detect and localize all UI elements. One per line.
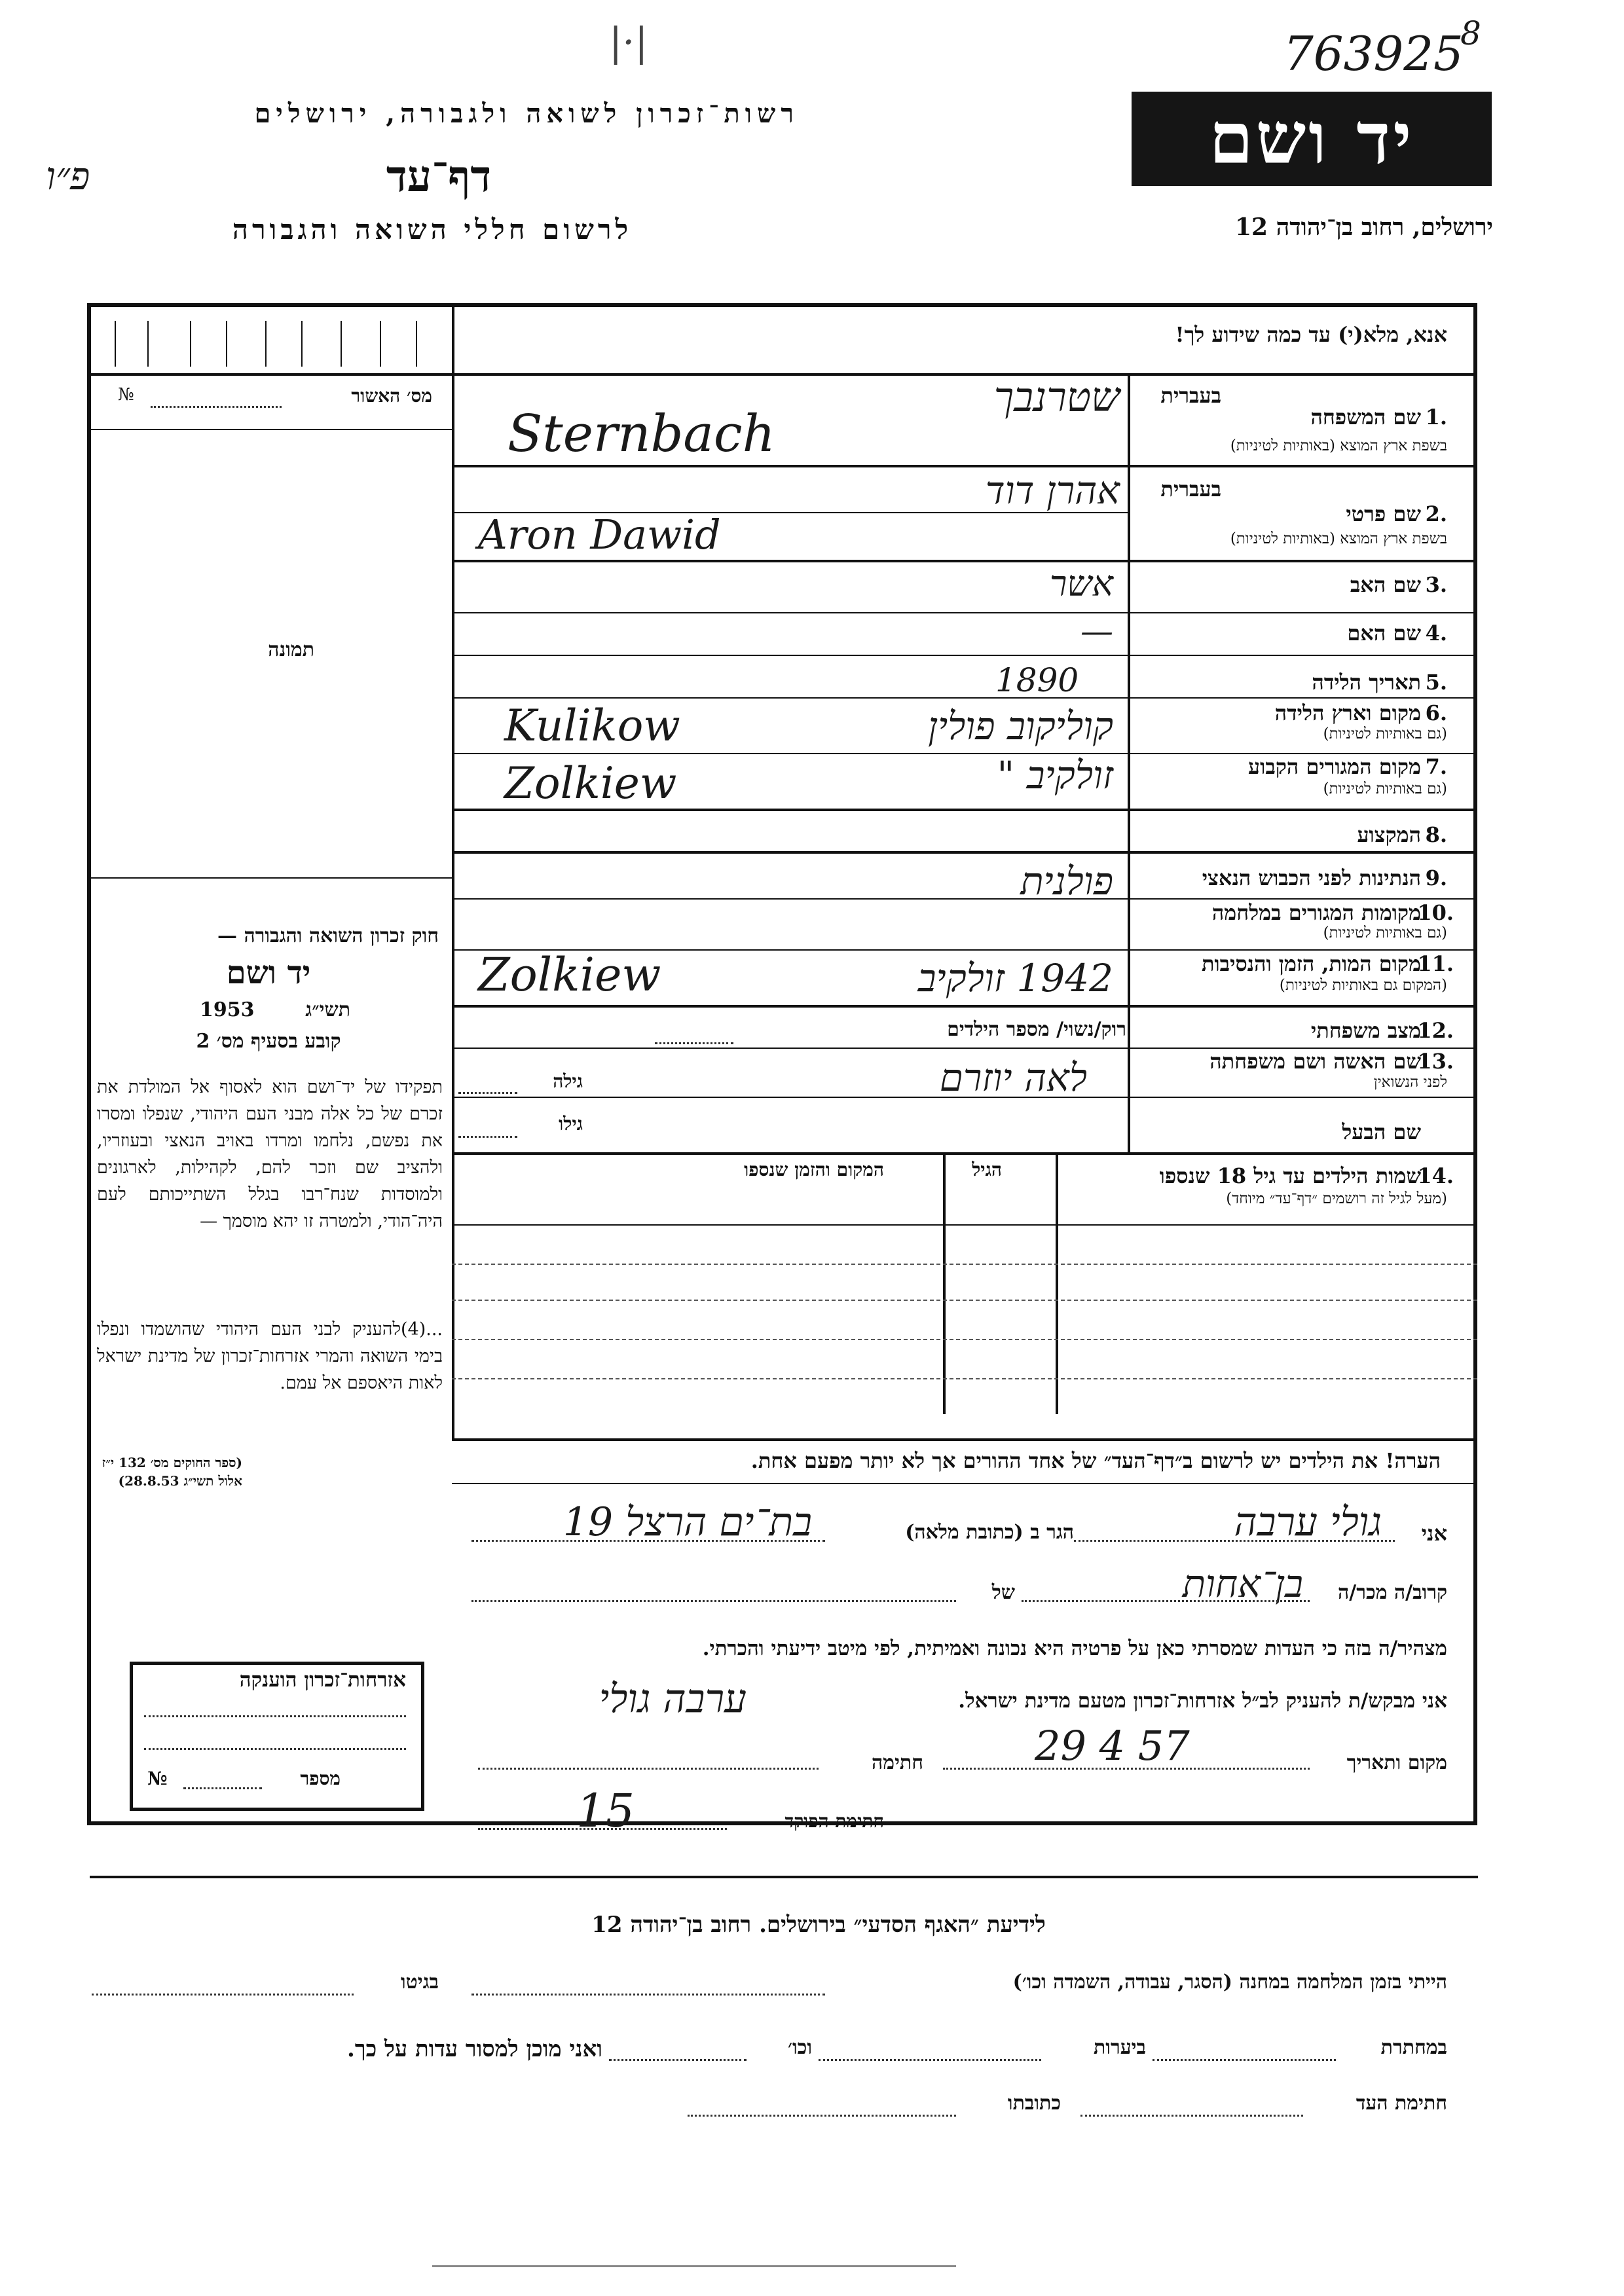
law-title: חוק זכרון השואה והגבורה — <box>217 924 439 947</box>
field-1-value-he: שטרנבך <box>993 373 1120 421</box>
field-11-value-latin: Zolkiew <box>478 948 661 1002</box>
field-2-value-latin: Aron Dawid <box>478 511 721 558</box>
declarant-name: גולי ערבה <box>1234 1499 1382 1545</box>
photo-label: תמונה <box>268 638 314 661</box>
field-7-value-latin: Zolkiew <box>504 758 677 809</box>
archive-suffix: 8 <box>1460 14 1481 52</box>
field-1-hebrew-tag: בעברית <box>1160 383 1221 408</box>
field-13-label: שם האשה ושם משפחתה <box>1209 1049 1421 1074</box>
bottom-etc: וכו׳ <box>788 2036 812 2059</box>
bottom-underground: במחתרת <box>1380 2036 1447 2059</box>
field-8-num: 8. <box>1425 822 1447 847</box>
relation-value: בן־אחות <box>1182 1561 1303 1606</box>
field-5-value: 1890 <box>995 661 1079 699</box>
field-2-hebrew-tag: בעברית <box>1160 477 1221 501</box>
stamp-no-sign: № <box>147 1768 168 1789</box>
bottom-ghetto: בגיטו <box>400 1971 439 1994</box>
field-11-label: מקום המות, הזמן והנסיבות <box>1201 951 1421 976</box>
law-body: תפקידו של יד־ושם הוא לאסוף אל המולדת את זכרם של כל אלה מבני העם היהודי, שנפלו ומסרו את נפשם, נלחמו ומרדו באויב הנאצי ובעוזריו, ולהציב שם וזכר להם, לקהילות, לארגונים ולמוסדות שנח־רבו בגלל השתייכותם לעם היה־הודי, ולמטרה זו יהא מוסמך — <box>97 1077 443 1231</box>
field-4-label: שם האם <box>1347 621 1421 646</box>
date-value: 29 4 57 <box>1035 1722 1190 1770</box>
field-4-num: 4. <box>1425 621 1447 646</box>
field-12-label: מצב משפחתי <box>1310 1018 1421 1043</box>
field-10-sub: (גם באותיות לטיניות) <box>1323 924 1447 941</box>
field-6-num: 6. <box>1425 701 1447 725</box>
field-11-sub: (המקום גם באותיות לטיניות) <box>1279 977 1447 994</box>
children-col-place: המקום והזמן שנספו <box>744 1159 884 1180</box>
bottom-testimony: ואני מוכן למסור עדות על כך. <box>347 2036 602 2062</box>
form-subtitle: לרשום חללי השואה והגבורה <box>232 213 633 246</box>
field-1-num: 1. <box>1425 405 1447 429</box>
field-1-label: שם המשפחה <box>1310 405 1421 429</box>
field-2-sub: בשפת ארץ המוצא (באותיות לטיניות) <box>1230 530 1447 547</box>
relation-of: של <box>991 1581 1015 1604</box>
law-year: 1953 <box>200 998 255 1021</box>
field-2-value-he: אהרן דוד <box>985 468 1120 513</box>
top-mark: |·| <box>609 20 648 65</box>
signature-text: ערבה גולי <box>599 1676 747 1722</box>
field-2-num: 2. <box>1425 501 1447 526</box>
stamp-title: אזרחות־זכרון הוענקה <box>239 1668 406 1692</box>
law-body-2: ...(4)להעניק לבני העם היהודי שהושמדו ונפלו בימי השואה והמרי אזרחות־זכרון של מדינת ישראל לאות היאספם אל עמם. <box>97 1319 443 1393</box>
statement: מצהיר/ה בזה כי העדות שמסרתי כאן על פרטיה היא נכונה ואמיתית, לפי מיטב ידיעתי והכרתי. <box>702 1637 1447 1660</box>
field-13-value: לאה יוזרם <box>939 1055 1087 1100</box>
field-7-num: 7. <box>1425 754 1447 779</box>
field-6-value-latin: Kulikow <box>504 701 680 751</box>
field-13-num: 13. <box>1417 1049 1454 1074</box>
institution-name: רשות־זכרון לשואה ולגבורה, ירושלים <box>254 98 799 129</box>
field-11-value-he: 1942 זולקיב <box>917 956 1113 1000</box>
field-2-label: שם פרטי <box>1346 501 1421 526</box>
field-1-value-latin: Sternbach <box>507 405 775 464</box>
law-name: יד ושם <box>226 955 311 991</box>
children-label: שמות הילדים עד גיל 18 שנספו <box>1159 1163 1421 1188</box>
field-3-value: אשר <box>1049 563 1113 604</box>
field-5-label: תאריך הלידה <box>1312 670 1421 695</box>
bottom-header: לידיעת ״האגף הסדעי״ בירושלים. רחוב בן־יהודה 12 <box>591 1912 1046 1938</box>
children-sub: (מעל לגיל זה רושמים ״דף־עד״ מיוחד) <box>1226 1190 1447 1207</box>
declarant-ani: אני <box>1421 1521 1447 1546</box>
bottom-address: כתובתו <box>1007 2092 1061 2115</box>
declarant-resides-label: הגר ב (כתובת מלאה) <box>905 1521 1074 1544</box>
intro-text: אנא, מלא(י) עד כמה שידוע לך! <box>1175 322 1447 347</box>
children-num: 14. <box>1417 1163 1454 1188</box>
approval-no-sign: № <box>118 385 134 405</box>
yad-vashem-logo: יד ושם <box>1132 92 1492 186</box>
field-12-marital: רוק/נשוי/ מספר הילדים <box>947 1018 1126 1041</box>
field-3-label: שם האב <box>1350 572 1421 597</box>
field-9-num: 9. <box>1425 866 1447 890</box>
officer-label: חתימת הפוקד <box>784 1810 884 1832</box>
officer-value: 15 <box>576 1784 635 1838</box>
bottom-forests: ביערות <box>1093 2036 1146 2059</box>
field-9-value: פולנית <box>1020 859 1113 903</box>
husband-age-label: גילו <box>559 1113 583 1135</box>
approval-number-line <box>151 406 282 408</box>
place-date-label: מקום ותאריך <box>1346 1751 1447 1774</box>
field-7-label: מקום המגורים הקבוע <box>1248 754 1421 779</box>
form-title: דף־עד <box>386 151 492 202</box>
field-4-value: — <box>1080 612 1113 650</box>
field-6-sub: (גם באותיות לטיניות) <box>1323 725 1447 742</box>
field-12-num: 12. <box>1417 1018 1454 1043</box>
law-clause: קובע בסעיף מס׳ 2 <box>196 1030 341 1053</box>
field-7-sub: (גם באותיות לטיניות) <box>1323 780 1447 797</box>
bottom-line1: הייתי בזמן המלחמה במחנה (הסגר, עבודה, השמדה וכו׳) <box>1012 1971 1447 1994</box>
field-11-num: 11. <box>1417 951 1454 976</box>
stamp-number-label: מספר <box>300 1768 341 1789</box>
request: אני מבקש/ת להעניק לב״ל אזרחות־זכרון מטעם מדינת ישראל. <box>958 1689 1447 1713</box>
field-10-num: 10. <box>1417 900 1454 925</box>
husband-label: שם הבעל <box>1342 1120 1421 1144</box>
address: ירושלים, רחוב בן־יהודה 12 <box>1234 213 1493 241</box>
law-source: (ספר החוקים מס׳ 132 י״ז אלול תשי״ג 28.8.53) <box>101 1455 242 1489</box>
field-10-label: מקומות המגורים במלחמה <box>1211 900 1421 925</box>
note-text: הערה! את הילדים יש לרשום ב״דף־העד״ של אחד ההורים אך לא יותר מפעם אחת. <box>750 1448 1441 1473</box>
field-6-label: מקום וארץ הלידה <box>1274 701 1421 725</box>
bottom-witness-signature: חתימת העד <box>1356 2092 1447 2115</box>
field-5-num: 5. <box>1425 670 1447 695</box>
approval-number-label: מס׳ האשור <box>351 385 432 407</box>
field-3-num: 3. <box>1425 572 1447 597</box>
signature-label: חתימה <box>872 1751 923 1774</box>
field-6-value-he: קוליקוב פולין <box>928 704 1113 748</box>
field-13-sub: לפני הנשואין <box>1373 1074 1447 1091</box>
archive-number: 763925 <box>1283 26 1464 81</box>
relation-label: קרוב/ה מכר/ה <box>1338 1581 1447 1604</box>
law-year-he: תשי״ג <box>305 998 350 1021</box>
field-1-sub: בשפת ארץ המוצא (באותיות לטיניות) <box>1230 437 1447 454</box>
declarant-address: בת־ים הרצל 19 <box>563 1499 812 1545</box>
scan-artifact <box>432 2265 956 2267</box>
field-9-label: הנתינות לפני הכבוש הנאצי <box>1202 866 1421 890</box>
field-7-value-he: זולקיב " <box>997 753 1113 797</box>
children-col-age: הגיל <box>972 1159 1002 1180</box>
field-13-age-label: גילה <box>553 1070 583 1092</box>
field-8-label: המקצוע <box>1357 822 1421 847</box>
margin-note: פ״ו <box>46 154 90 198</box>
